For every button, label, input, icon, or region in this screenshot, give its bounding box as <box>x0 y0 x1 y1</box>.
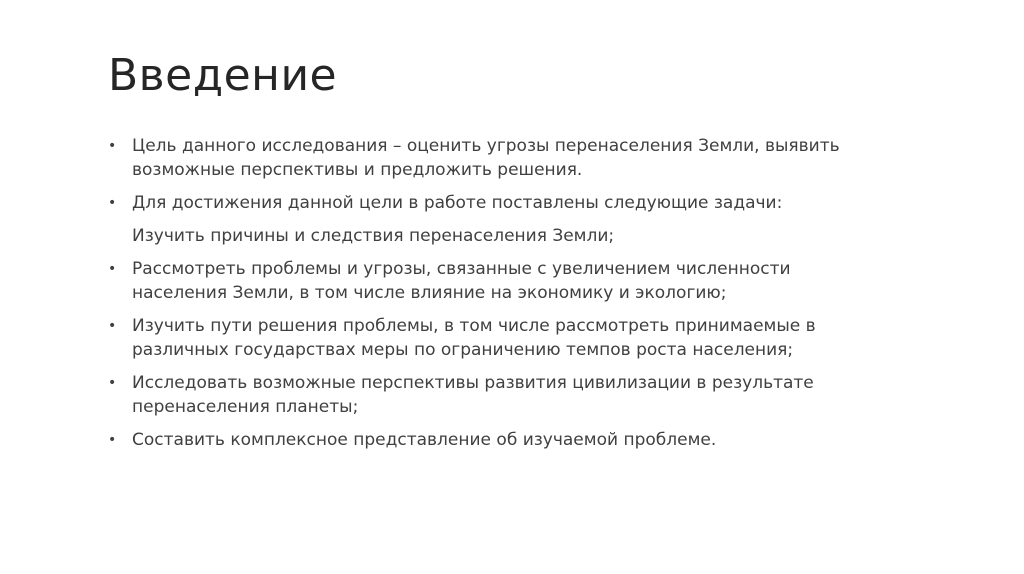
bullet-marker: • <box>108 318 117 334</box>
list-item <box>108 257 888 305</box>
list-item-text: Изучить причины и следствия перенаселения Земли; <box>132 226 615 246</box>
list-item <box>108 371 888 419</box>
bullet-list <box>108 134 888 452</box>
list-item-text: Изучить пути решения проблемы, в том числе рассмотреть принимаемые в различных государствах меры по ограничению темпов роста населения; <box>132 316 816 360</box>
list-item-text: Исследовать возможные перспективы развития цивилизации в результате перенаселения планеты; <box>132 373 814 417</box>
list-item-text: Для достижения данной цели в работе поставлены следующие задачи: <box>132 193 783 213</box>
bullet-marker: • <box>108 432 117 448</box>
list-item <box>108 191 888 215</box>
bullet-marker: • <box>108 138 117 154</box>
list-item <box>108 134 888 182</box>
slide-title: Введение <box>108 50 338 101</box>
list-item-text: Рассмотреть проблемы и угрозы, связанные с увеличением численности населения Земли, в том числе влияние на экономику и экологию; <box>132 259 791 303</box>
list-item-text: Составить комплексное представление об изучаемой проблеме. <box>132 430 717 450</box>
list-item-text: Цель данного исследования – оценить угрозы перенаселения Земли, выявить возможные перспективы и предложить решения. <box>132 136 840 180</box>
bullet-marker: • <box>108 261 117 277</box>
bullet-marker: • <box>108 195 117 211</box>
list-item <box>108 224 888 248</box>
list-item <box>108 428 888 452</box>
list-item <box>108 314 888 362</box>
bullet-marker: • <box>108 375 117 391</box>
